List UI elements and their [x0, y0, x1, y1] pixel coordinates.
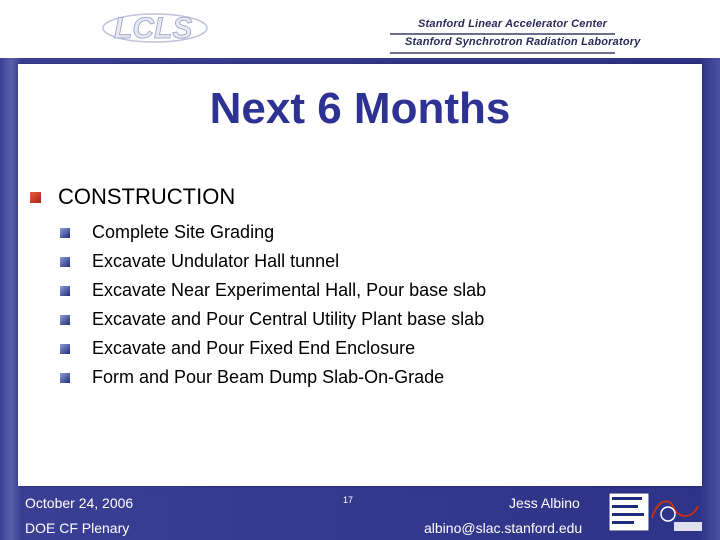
page-number: 17 — [343, 495, 354, 505]
list-item-text: Form and Pour Beam Dump Slab-On-Grade — [92, 367, 445, 387]
presenter-name: Jess Albino — [509, 495, 580, 511]
list-item-text: Complete Site Grading — [92, 222, 275, 242]
red-square-bullet-icon — [30, 192, 41, 203]
slide-title: Next 6 Months — [209, 84, 511, 133]
lab-name-ssrl: Stanford Synchrotron Radiation Laboratory — [405, 36, 641, 48]
blue-square-bullet-icon — [60, 257, 70, 267]
item-list — [60, 219, 486, 393]
footer-date: October 24, 2006 — [25, 495, 134, 511]
list-item — [60, 277, 486, 306]
header-rule-1 — [390, 33, 615, 35]
list-item — [60, 248, 486, 277]
slide-header — [0, 0, 720, 58]
svg-text:LCLS: LCLS — [114, 12, 193, 45]
presenter-email: albino@slac.stanford.edu — [424, 520, 583, 536]
list-item — [60, 306, 486, 335]
header-rule-2 — [390, 52, 615, 54]
slac-ssrl-logo — [608, 492, 706, 534]
list-item — [60, 364, 486, 393]
blue-square-bullet-icon — [60, 373, 70, 383]
lcls-logo — [100, 6, 210, 50]
list-item-text: Excavate Undulator Hall tunnel — [92, 251, 340, 271]
blue-square-bullet-icon — [60, 344, 70, 354]
list-item-text: Excavate and Pour Fixed End Enclosure — [92, 338, 416, 358]
list-item-text: Excavate and Pour Central Utility Plant base slab — [92, 309, 485, 329]
list-item — [60, 335, 486, 364]
list-item — [60, 219, 486, 248]
section-heading: CONSTRUCTION — [58, 184, 236, 209]
lab-name-slac: Stanford Linear Accelerator Center — [418, 18, 608, 30]
list-item-text: Excavate Near Experimental Hall, Pour base slab — [92, 280, 487, 300]
blue-square-bullet-icon — [60, 315, 70, 325]
footer-event: DOE CF Plenary — [25, 520, 130, 536]
blue-square-bullet-icon — [60, 228, 70, 238]
blue-square-bullet-icon — [60, 286, 70, 296]
